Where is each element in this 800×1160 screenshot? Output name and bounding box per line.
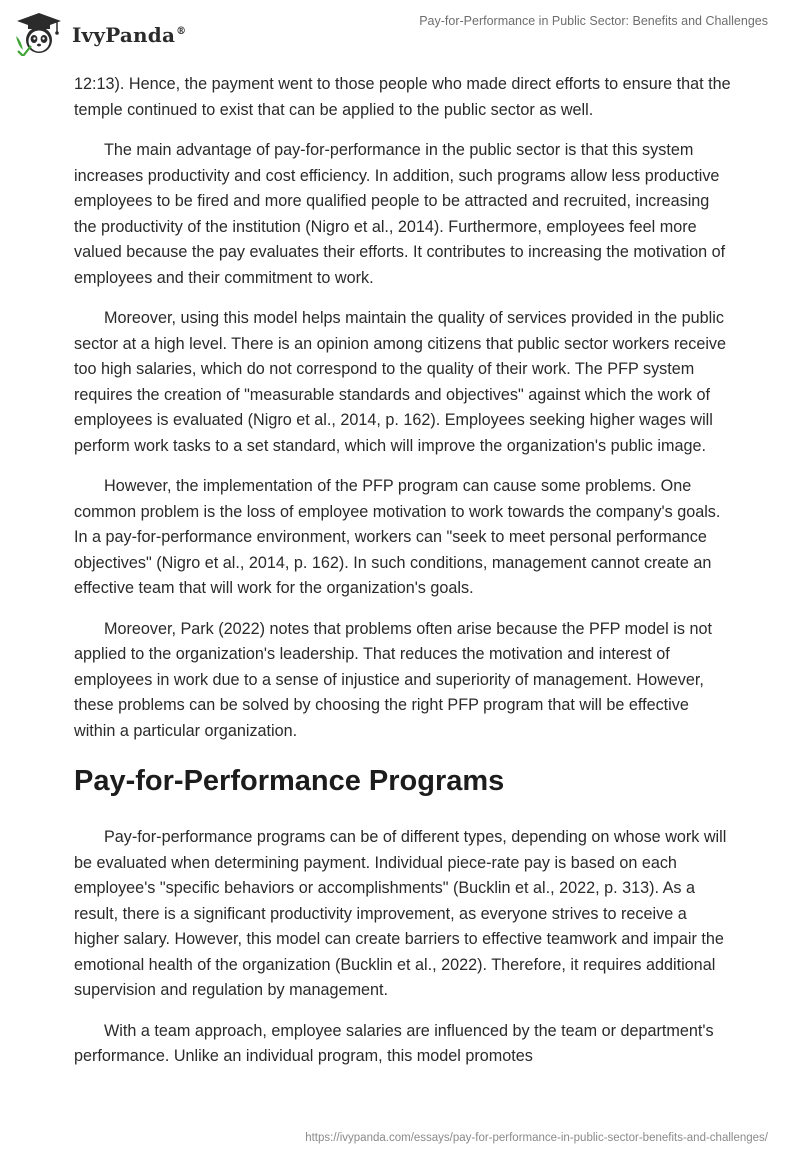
ivypanda-logo[interactable] bbox=[12, 10, 186, 56]
paragraph-continued: 12:13). Hence, the payment went to those people who made direct efforts to ensure that the temple continued to exist that can be applied to the public sector as well. bbox=[74, 75, 731, 119]
paragraph-team-approach: With a team approach, employee salaries are influenced by the team or department's performance. Unlike an individual program, this model promotes bbox=[74, 1021, 714, 1065]
essay-body bbox=[74, 72, 734, 1085]
paragraph-problems: However, the implementation of the PFP program can cause some problems. One common problem is the loss of employee motivation to work towards the company's goals. In a pay-for-performance environment, workers can "seek to meet personal performance objectives" (Nigro et al., 2014, p. 162). In such conditions, management cannot create an effective team that will work for the organization's goals. bbox=[74, 477, 721, 597]
section-heading: Pay-for-Performance Programs bbox=[74, 765, 505, 797]
paragraph-program-types: Pay-for-performance programs can be of different types, depending on whose work will be evaluated when determining payment. Individual piece-rate pay is based on each employee's "specific behaviors or accomplishments" (Bucklin et al., 2022, p. 313). As a result, there is a significant productivity improvement, as everyone strives to receive a higher salary. However, this model can create barriers to effective teamwork and impair the emotional health of the organization (Bucklin et al., 2022). Therefore, it requires additional supervision and regulation by management. bbox=[74, 828, 727, 999]
panda-graduate-icon bbox=[12, 10, 66, 56]
essay-title-header: Pay-for-Performance in Public Sector: Benefits and Challenges bbox=[419, 14, 768, 28]
page-header bbox=[0, 0, 800, 70]
paragraph-advantages: The main advantage of pay-for-performance in the public sector is that this system increases productivity and cost efficiency. In addition, such programs allow less productive employees to be fired and more qualified people to be attracted and recruited, increasing the productivity of the institution (Nigro et al., 2014). Furthermore, employees feel more valued because the pay evaluates their efforts. It contributes to increasing the motivation of employees and their commitment to work. bbox=[74, 141, 726, 287]
logo-wordmark: IvyPanda® bbox=[72, 23, 187, 47]
paragraph-quality: Moreover, using this model helps maintain the quality of services provided in the public sector at a high level. There is an opinion among citizens that public sector workers receive too high salaries, which do not correspond to the quality of their work. The PFP system requires the creation of "measurable standards and objectives" against which the work of employees is evaluated (Nigro et al., 2014, p. 162). Employees seeking higher wages will perform work tasks to a set standard, which will improve the organization's public image. bbox=[74, 309, 727, 455]
source-url[interactable]: https://ivypanda.com/essays/pay-for-performance-in-public-sector-benefits-and-challenges/ bbox=[305, 1132, 768, 1144]
paragraph-leadership: Moreover, Park (2022) notes that problems often arise because the PFP model is not applied to the organization's leadership. That reduces the motivation and interest of employees in work due to a sense of injustice and superiority of management. However, these problems can be solved by choosing the right PFP program that will be effective within a particular organization. bbox=[74, 619, 712, 740]
